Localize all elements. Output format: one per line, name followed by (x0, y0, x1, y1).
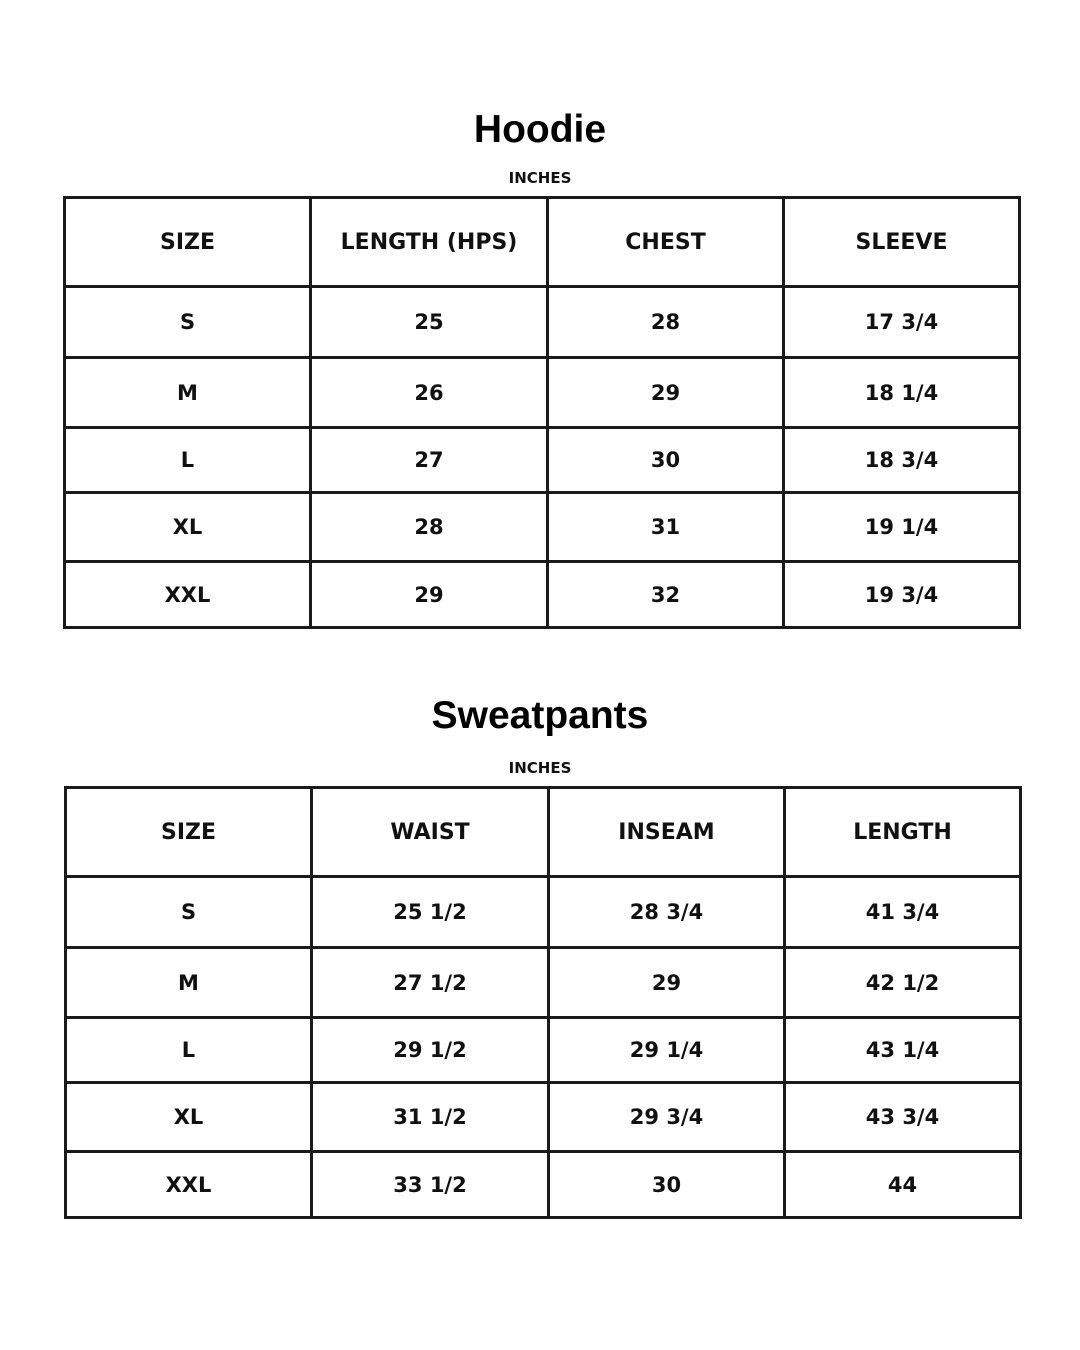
table-row (66, 1152, 1021, 1218)
table-header-row (66, 788, 1021, 877)
header-cell: INSEAM (549, 788, 785, 877)
header-cell: CHEST (548, 198, 784, 287)
table-cell: 25 (311, 287, 548, 358)
table-row (66, 1083, 1021, 1152)
header-cell: SLEEVE (784, 198, 1020, 287)
table-cell: 28 (311, 493, 548, 562)
table-cell: 30 (549, 1152, 785, 1218)
table-cell: 29 1/2 (312, 1018, 549, 1083)
table-cell: 25 1/2 (312, 877, 549, 948)
table-cell: 18 3/4 (784, 428, 1020, 493)
table-cell: 19 1/4 (784, 493, 1020, 562)
header-cell: LENGTH (HPS) (311, 198, 548, 287)
table-cell: 28 (548, 287, 784, 358)
table-cell: 42 1/2 (785, 948, 1021, 1018)
table-cell: 19 3/4 (784, 562, 1020, 628)
table-row (65, 287, 1020, 358)
table-cell: 17 3/4 (784, 287, 1020, 358)
table-cell: 31 (548, 493, 784, 562)
table-cell: 29 (548, 358, 784, 428)
table-cell: 31 1/2 (312, 1083, 549, 1152)
table-cell: 27 (311, 428, 548, 493)
table-row (65, 562, 1020, 628)
table-cell: 18 1/4 (784, 358, 1020, 428)
table-cell: 30 (548, 428, 784, 493)
header-cell: LENGTH (785, 788, 1021, 877)
hoodie-size-table (63, 196, 1021, 629)
table-cell: S (65, 287, 311, 358)
table-cell: 32 (548, 562, 784, 628)
table-cell: 29 1/4 (549, 1018, 785, 1083)
header-cell: SIZE (65, 198, 311, 287)
table-row (66, 948, 1021, 1018)
table-cell: 28 3/4 (549, 877, 785, 948)
table-row (65, 428, 1020, 493)
header-cell: WAIST (312, 788, 549, 877)
table-cell: XL (66, 1083, 312, 1152)
table-cell: XL (65, 493, 311, 562)
table-header-row (65, 198, 1020, 287)
hoodie-units-label: INCHES (508, 169, 572, 187)
table-row (66, 877, 1021, 948)
table-row (65, 358, 1020, 428)
table-cell: M (65, 358, 311, 428)
table-cell: 44 (785, 1152, 1021, 1218)
table-cell: 27 1/2 (312, 948, 549, 1018)
table-cell: 33 1/2 (312, 1152, 549, 1218)
table-cell: 41 3/4 (785, 877, 1021, 948)
table-cell: 43 3/4 (785, 1083, 1021, 1152)
table-cell: XXL (66, 1152, 312, 1218)
table-cell: 43 1/4 (785, 1018, 1021, 1083)
table-cell: M (66, 948, 312, 1018)
table-cell: L (65, 428, 311, 493)
table-cell: L (66, 1018, 312, 1083)
table-row (66, 1018, 1021, 1083)
sweatpants-title: Sweatpants (431, 694, 649, 737)
header-cell: SIZE (66, 788, 312, 877)
sweatpants-units-label: INCHES (508, 759, 572, 777)
table-cell: XXL (65, 562, 311, 628)
table-cell: S (66, 877, 312, 948)
table-cell: 29 (549, 948, 785, 1018)
table-row (65, 493, 1020, 562)
table-cell: 29 (311, 562, 548, 628)
table-cell: 29 3/4 (549, 1083, 785, 1152)
table-cell: 26 (311, 358, 548, 428)
hoodie-title: Hoodie (473, 108, 607, 151)
sweatpants-size-table (64, 786, 1022, 1219)
